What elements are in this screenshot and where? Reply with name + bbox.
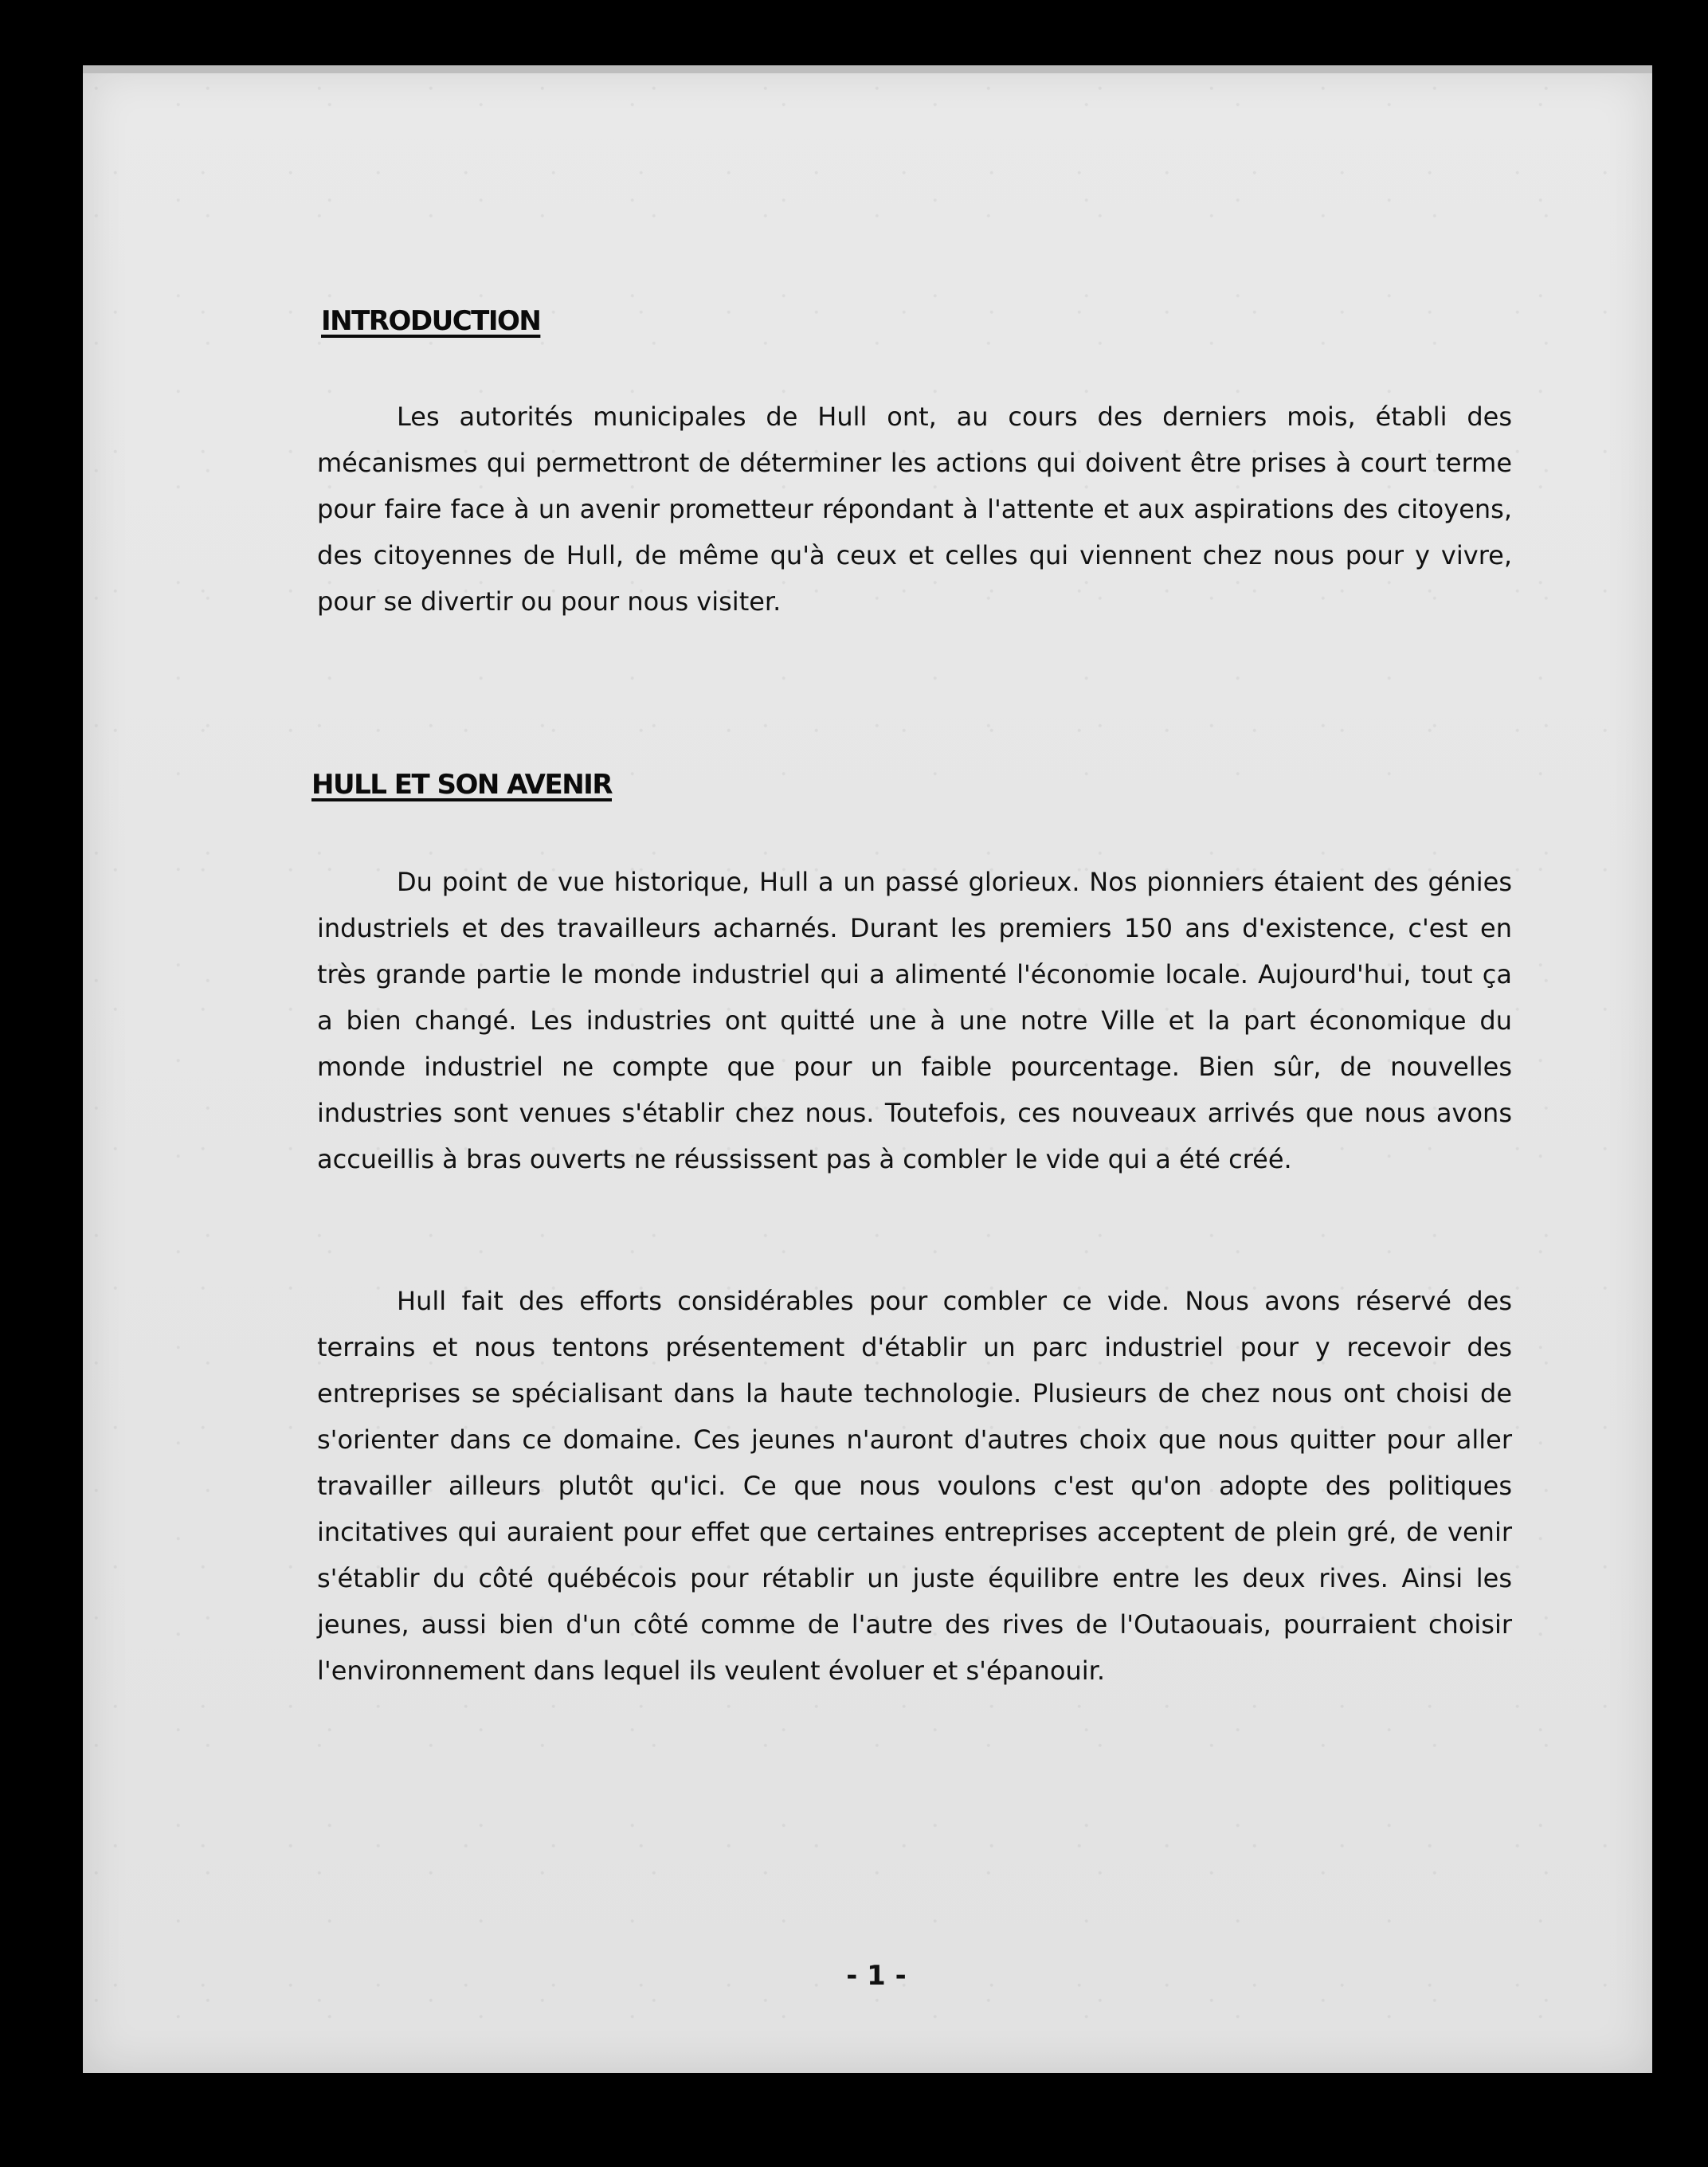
section-heading-introduction: INTRODUCTION xyxy=(321,305,541,337)
paragraph-historique: Du point de vue historique, Hull a un passé glorieux. Nos pionniers étaient des génies industriels et des travailleurs acharnés. Durant les premiers 150 ans d'existence, c'est en très grande partie le monde industriel qui a alimenté l'économie locale. Aujourd'hui, tout ça a bien changé. Les industries ont quitté une à une notre Ville et la part économique du monde industriel ne compte que pour un faible pourcentage. Bien sûr, de nouvelles industries sont venues s'établir chez nous. Toutefois, ces nouveaux arrivés que nous avons accueillis à bras ouverts ne réussissent pas à combler le vide qui a été créé. xyxy=(317,867,1512,1174)
paragraph-introduction: Les autorités municipales de Hull ont, au cours des derniers mois, établi des mécanismes qui permettront de déterminer les actions qui doivent être prises à court terme pour faire face à un avenir prometteur répondant à l'attente et aux aspirations des citoyens, des citoyennes de Hull, de même qu'à ceux et celles qui viennent chez nous pour y vivre, pour se divertir ou pour nous visiter. xyxy=(317,402,1512,617)
paper-top-edge xyxy=(83,65,1652,73)
page-number: - 1 - xyxy=(846,1960,907,1992)
paragraph-efforts: Hull fait des efforts considérables pour combler ce vide. Nous avons réservé des terrains et nous tentons présentement d'établir un parc industriel pour y recevoir des entreprises se spécialisant dans la haute technologie. Plusieurs de chez nous ont choisi de s'orienter dans ce domaine. Ces jeunes n'auront d'autres choix que nous quitter pour aller travailler ailleurs plutôt qu'ici. Ce que nous voulons c'est qu'on adopte des politiques incitatives qui auraient pour effet que certaines entreprises acceptent de plein gré, de venir s'établir du côté québécois pour rétablir un juste équilibre entre les deux rives. Ainsi les jeunes, aussi bien d'un côté comme de l'autre des rives de l'Outaouais, pourraient choisir l'environnement dans lequel ils veulent évoluer et s'épanouir. xyxy=(317,1286,1512,1686)
section-heading-hull-et-son-avenir: HULL ET SON AVENIR xyxy=(311,769,612,801)
